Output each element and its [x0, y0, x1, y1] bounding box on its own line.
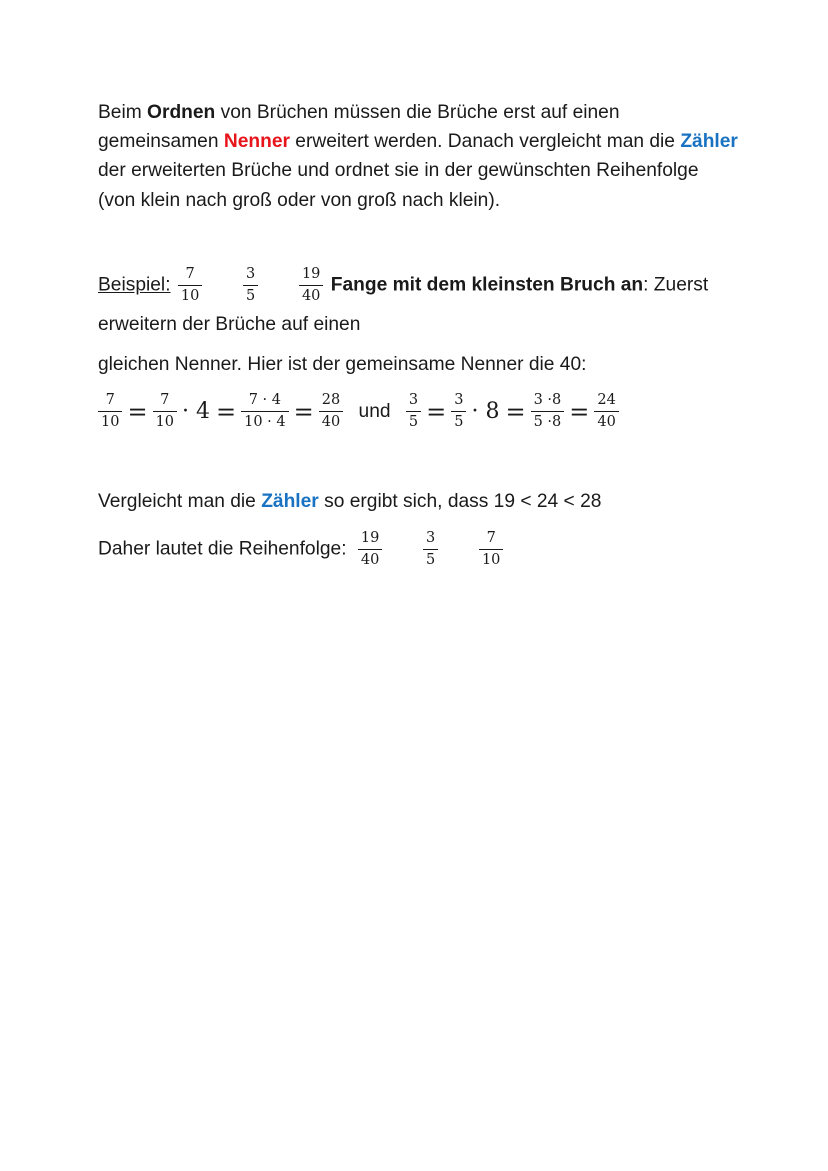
numerator: 24 [597, 392, 616, 408]
fraction [178, 266, 202, 305]
denominator: 5 [243, 285, 258, 305]
denominator: 10 [479, 549, 503, 569]
term-ordnen: Ordnen [147, 102, 216, 123]
fraction [451, 392, 466, 431]
result-label: Daher lautet die Reihenfolge: [98, 538, 347, 560]
numerator: 3 [408, 392, 419, 408]
numerator: 3 [426, 530, 436, 546]
intro-text: der erweiterten Brüche und ordnet sie in der gewünschten Reihenfolge (von klein nach groß oder von groß nach klein). [98, 160, 699, 211]
fraction [594, 392, 618, 431]
multiplier: · 4 [182, 399, 210, 424]
comparison-text: Vergleicht man die [98, 491, 262, 512]
fraction [531, 392, 565, 431]
numerator: 7 [185, 266, 195, 282]
example-label: Beispiel: [98, 274, 171, 296]
equals-sign: = [505, 397, 526, 426]
fraction [479, 530, 503, 569]
fraction [358, 530, 382, 569]
equals-sign: = [569, 397, 590, 426]
denominator: 5 [451, 411, 466, 431]
denominator: 5 ·8 [531, 411, 565, 431]
fraction [153, 392, 177, 431]
example-line-2: erweitern der Brüche auf einen [98, 314, 361, 335]
denominator: 40 [299, 285, 323, 305]
comparison-line [98, 491, 601, 513]
denominator: 40 [594, 411, 618, 431]
fraction [98, 392, 122, 431]
instruction-rest: : Zuerst [643, 274, 709, 296]
numerator: 3 ·8 [533, 392, 562, 408]
equation-line [96, 392, 621, 431]
intro-paragraph [98, 98, 738, 215]
term-zaehler: Zähler [261, 491, 319, 512]
intro-text: erweitert werden. Danach vergleicht man die [289, 131, 681, 153]
denominator: 10 [178, 285, 202, 305]
fraction [406, 392, 421, 431]
denominator: 10 · 4 [241, 411, 289, 431]
example-line-3: gleichen Nenner. Hier ist der gemeinsame Nenner die 40: [98, 354, 587, 375]
numerator: 7 [160, 392, 170, 408]
intro-text: von Brüchen müssen die Brüche erst auf einen gemeinsamen [98, 102, 620, 153]
instruction-bold: Fange mit dem kleinsten Bruch an [330, 274, 644, 296]
equals-sign: = [127, 397, 148, 426]
numerator: 19 [301, 266, 321, 282]
equals-sign: = [293, 397, 314, 426]
numerator: 3 [246, 266, 256, 282]
equals-sign: = [216, 397, 237, 426]
fraction [241, 392, 289, 431]
und-word: und [358, 400, 391, 422]
fraction [243, 266, 258, 305]
numerator: 19 [360, 530, 380, 546]
term-zaehler: Zähler [680, 131, 738, 153]
fraction [423, 530, 438, 569]
denominator: 5 [406, 411, 421, 431]
denominator: 40 [319, 411, 343, 431]
numerator: 7 [486, 530, 496, 546]
intro-text: Beim [98, 102, 148, 123]
result-line [98, 530, 505, 569]
denominator: 10 [153, 411, 177, 431]
term-nenner: Nenner [223, 131, 290, 153]
numerator: 7 · 4 [248, 392, 281, 408]
fraction [319, 392, 343, 431]
multiplier: · 8 [471, 399, 500, 424]
numerator: 28 [321, 392, 341, 408]
denominator: 40 [358, 549, 382, 569]
denominator: 5 [423, 549, 438, 569]
numerator: 3 [454, 392, 464, 408]
equals-sign: = [426, 397, 447, 426]
comparison-text: so ergibt sich, dass 19 < 24 < 28 [318, 491, 602, 512]
numerator: 7 [105, 392, 115, 408]
example-line [98, 266, 708, 305]
denominator: 10 [98, 411, 122, 431]
fraction [299, 266, 323, 305]
